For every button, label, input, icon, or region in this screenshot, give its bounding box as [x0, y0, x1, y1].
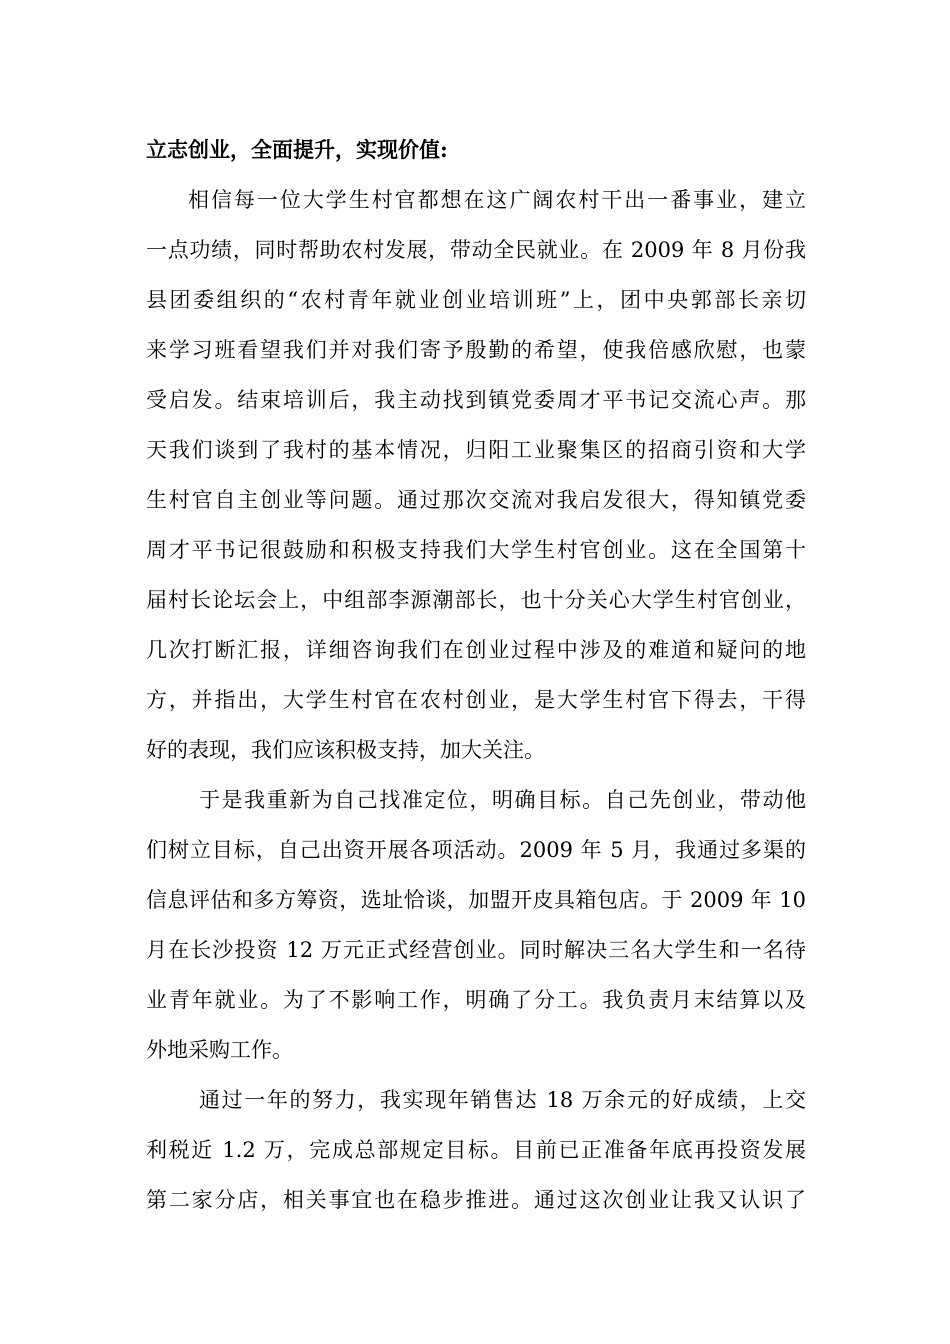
paragraph-1-line-7: 生村官自主创业等问题。通过那次交流对我启发很大，得知镇党委: [146, 488, 806, 512]
paragraph-3-line-3: 第二家分店，相关事宜也在稳步推进。通过这次创业让我又认识了: [146, 1188, 806, 1212]
paragraph-1-line-12: 好的表现，我们应该积极支持，加大关注。: [146, 738, 545, 762]
paragraph-1-line-3: 县团委组织的“农村青年就业创业培训班”上，团中央郭部长亲切: [146, 288, 806, 312]
paragraph-2-line-4: 月在长沙投资 12 万元正式经营创业。同时解决三名大学生和一名待: [146, 938, 806, 962]
paragraph-2-line-6: 外地采购工作。: [146, 1038, 293, 1062]
paragraph-2-line-2: 们树立目标，自己出资开展各项活动。2009 年 5 月，我通过多渠的: [146, 838, 806, 862]
paragraph-1-line-6: 天我们谈到了我村的基本情况，归阳工业聚集区的招商引资和大学: [146, 438, 806, 462]
paragraph-3-line-1: 通过一年的努力，我实现年销售达 18 万余元的好成绩，上交: [199, 1088, 806, 1112]
paragraph-3-line-2: 利税近 1.2 万，完成总部规定目标。目前已正准备年底再投资发展: [146, 1138, 806, 1162]
paragraph-1-line-4: 来学习班看望我们并对我们寄予殷勤的希望，使我倍感欣慰，也蒙: [146, 338, 806, 362]
paragraph-1-line-2: 一点功绩，同时帮助农村发展，带动全民就业。在 2009 年 8 月份我: [146, 238, 806, 262]
paragraph-1-line-5: 受启发。结束培训后，我主动找到镇党委周才平书记交流心声。那: [146, 388, 806, 412]
paragraph-1-line-8: 周才平书记很鼓励和积极支持我们大学生村官创业。这在全国第十: [146, 538, 806, 562]
paragraph-1-line-9: 届村长论坛会上，中组部李源潮部长，也十分关心大学生村官创业，: [146, 588, 806, 612]
paragraph-1-line-10: 几次打断汇报，详细咨询我们在创业过程中涉及的难道和疑问的地: [146, 638, 806, 662]
paragraph-2-line-3: 信息评估和多方筹资，选址恰谈，加盟开皮具箱包店。于 2009 年 10: [146, 888, 806, 912]
paragraph-1-line-11: 方，并指出，大学生村官在农村创业，是大学生村官下得去，干得: [146, 688, 806, 712]
paragraph-2-line-5: 业青年就业。为了不影响工作，明确了分工。我负责月末结算以及: [146, 988, 806, 1012]
paragraph-1-line-1: 相信每一位大学生村官都想在这广阔农村干出一番事业，建立: [188, 188, 806, 212]
paragraph-2-line-1: 于是我重新为自己找准定位，明确目标。自己先创业，带动他: [199, 788, 806, 812]
section-heading: 立志创业，全面提升，实现价值:: [146, 137, 448, 162]
